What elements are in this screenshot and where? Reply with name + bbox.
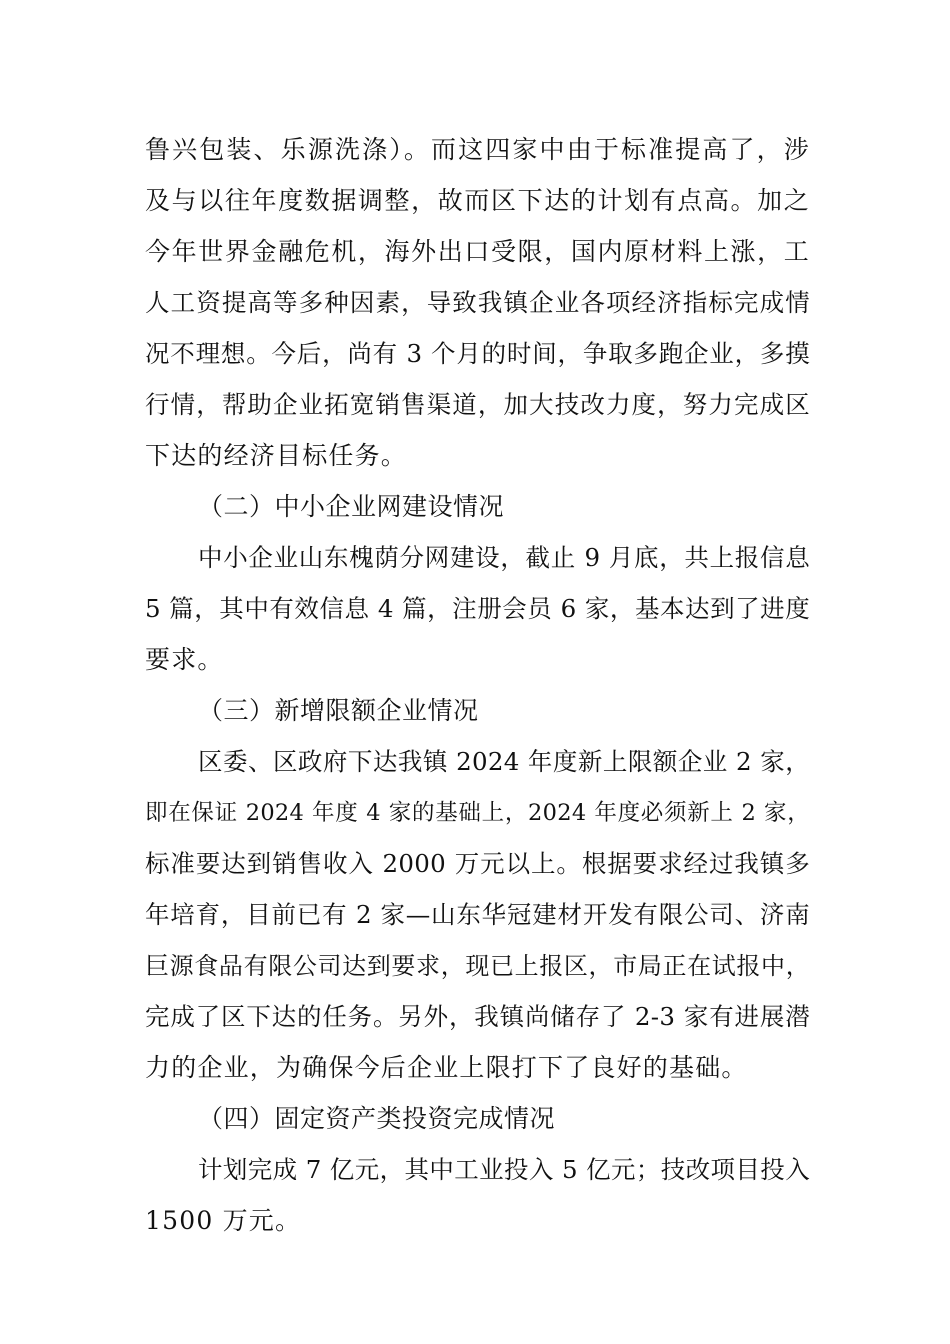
body-text-line: 况不理想。今后，尚有 3 个月的时间，争取多跑企业，多摸 (145, 339, 810, 368)
body-text-line: 人工资提高等多种因素，导致我镇企业各项经济指标完成情 (145, 288, 810, 317)
body-text-line: 标准要达到销售收入 2000 万元以上。根据要求经过我镇多 (145, 849, 810, 878)
body-text-line: 力的企业，为确保今后企业上限打下了良好的基础。 (145, 1053, 748, 1082)
body-text-line: 鲁兴包装、乐源洗涤）。而这四家中由于标准提高了，涉 (145, 135, 810, 164)
body-text-line: 巨源食品有限公司达到要求，现已上报区，市局正在试报中， (145, 952, 810, 980)
body-text-line: 5 篇，其中有效信息 4 篇，注册会员 6 家，基本达到了进度 (145, 594, 810, 623)
body-text-line: 要求。 (145, 645, 224, 674)
body-text-line: 今年世界金融危机，海外出口受限，国内原材料上涨，工 (145, 237, 810, 266)
body-text-line: 行情，帮助企业拓宽销售渠道，加大技改力度，努力完成区 (145, 390, 810, 419)
body-text-line: 即在保证 2024 年度 4 家的基础上，2024 年度必须新上 2 家， (145, 800, 810, 826)
body-text-line: 1500 万元。 (145, 1206, 302, 1235)
body-text-line: 及与以往年度数据调整，故而区下达的计划有点高。加之 (145, 186, 810, 215)
body-text-line: 完成了区下达的任务。另外，我镇尚储存了 2-3 家有进展潜 (145, 1002, 810, 1031)
body-text-line: 计划完成 7 亿元，其中工业投入 5 亿元；技改项目投入 (198, 1155, 810, 1184)
body-text-line: 区委、区政府下达我镇 2024 年度新上限额企业 2 家， (198, 747, 810, 776)
section-heading: （四）固定资产类投资完成情况 (198, 1104, 556, 1133)
body-text-line: 中小企业山东槐荫分网建设，截止 9 月底，共上报信息 (198, 543, 810, 572)
section-heading: （三）新增限额企业情况 (198, 696, 479, 725)
section-heading: （二）中小企业网建设情况 (198, 492, 505, 521)
body-text-line: 下达的经济目标任务。 (145, 441, 408, 470)
body-text-line: 年培育，目前已有 2 家—山东华冠建材开发有限公司、济南 (145, 900, 810, 929)
